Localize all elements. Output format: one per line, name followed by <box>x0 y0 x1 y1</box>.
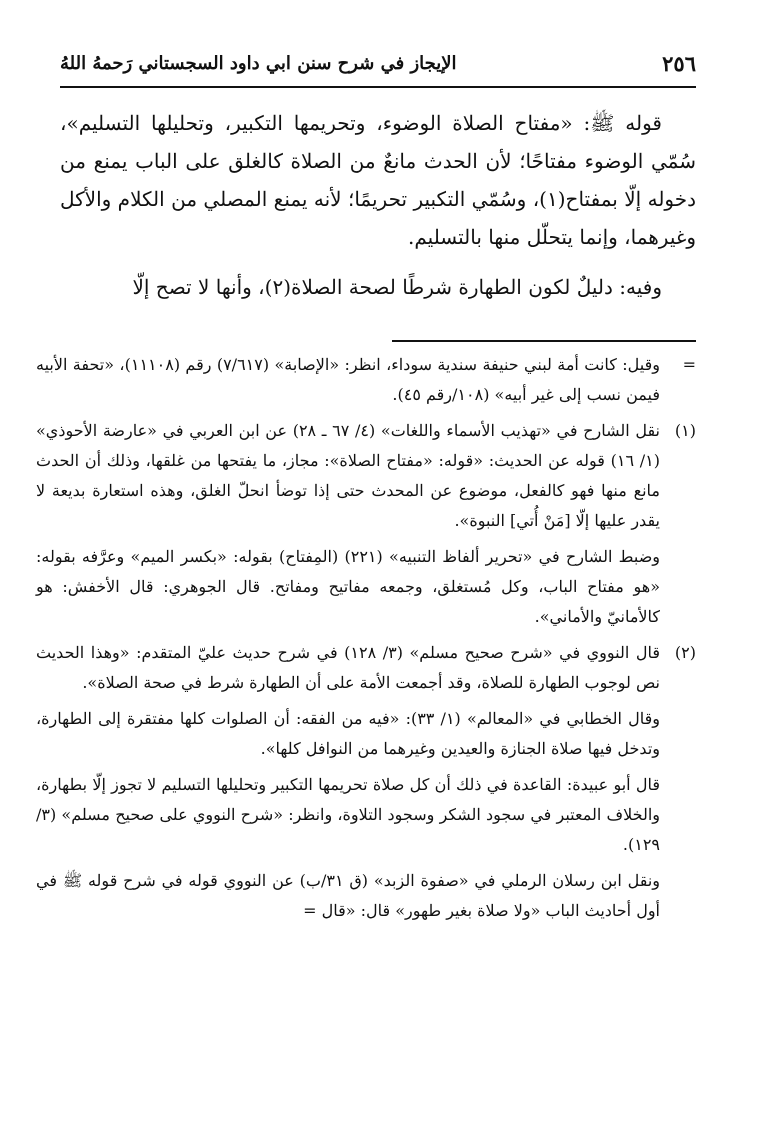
footnotes <box>36 350 696 926</box>
footnote-paragraph: ونقل ابن رسلان الرملي في «صفوة الزبد» (ق ٣١/ب) عن النووي قوله في شرح قوله ﷺ في أول أحاديث الباب «ولا صلاة بغير طهور» قال: «قال = <box>36 871 660 920</box>
main-paragraph: وفيه: دليلٌ لكون الطهارة شرطًا لصحة الصلاة(٢)، وأنها لا تصح إلّا <box>132 275 662 299</box>
main-paragraph: قوله ﷺ: «مفتاح الصلاة الوضوء، وتحريمها التكبير، وتحليلها التسليم»، سُمّي الوضوء مفتاحًا؛ لأن الحدث مانعٌ من الصلاة كالغلق على الباب يمنع من دخوله إلّا بمفتاح(١)، وسُمّي التكبير تحريمًا؛ لأنه يمنع المصلي من الكلام والأكل وغيرهما، وإنما يتحلّل منها بالتسليم. <box>60 111 697 249</box>
footnote-mark: (١) <box>674 421 696 440</box>
footnote-continued <box>36 350 696 410</box>
main-text <box>60 104 696 306</box>
running-header <box>60 40 696 88</box>
footnote-separator <box>392 340 696 342</box>
footnote-mark: = <box>682 355 696 374</box>
footnote-paragraph: وقيل: كانت أمة لبني حنيفة سندية سوداء، انظر: «الإصابة» (٧/٦١٧) رقم (١١١٠٨)، «تحفة الأبيه فيمن نسب إلى غير أبيه» (١٠٨/رقم ٤٥). <box>36 355 661 404</box>
page-number: ٢٥٦ <box>662 50 696 76</box>
footnote-2 <box>36 638 696 926</box>
footnote-paragraph: وضبط الشارح في «تحرير ألفاظ التنبيه» (٢٢١) (المِفتاح) بقوله: «بكسر الميم» وعرَّفه بقوله: «هو مفتاح الباب، وكل مُستغلق، وجمعه مفاتيح ومفاتح. قال الجوهري: قال الأخفش: هو كالأمانيّ والأماني». <box>36 547 661 626</box>
footnote-mark: (٢) <box>674 643 696 662</box>
footnote-paragraph: وقال الخطابي في «المعالم» (١/ ٣٣): «فيه من الفقه: أن الصلوات كلها مفتقرة إلى الطهارة، وتدخل فيها صلاة الجنازة والعيدين وغيرهما من النوافل كلها». <box>36 709 660 758</box>
footnote-1 <box>36 416 696 632</box>
footnote-paragraph: قال النووي في «شرح صحيح مسلم» (٣/ ١٢٨) في شرح حديث عليّ المتقدم: «وهذا الحديث نص لوجوب الطهارة للصلاة، وقد أجمعت الأمة على أن الطهارة شرط في صحة الصلاة». <box>36 643 660 692</box>
footnote-paragraph: قال أبو عبيدة: القاعدة في ذلك أن كل صلاة تحريمها التكبير وتحليلها التسليم لا تجوز إلّا بطهارة، والخلاف المعتبر في سجود الشكر وسجود التلاوة، وانظر: «شرح النووي على صحيح مسلم» (٣/ ١٢٩). <box>36 775 661 854</box>
running-title: الإيجاز في شرح سنن ابي داود السجستاني رَحمهُ اللهُ <box>60 52 457 74</box>
footnote-paragraph: نقل الشارح في «تهذيب الأسماء واللغات» (٤/ ٦٧ ـ ٢٨) عن ابن العربي في «عارضة الأحوذي» (١/ ١٦) قوله عن الحديث: «قوله: «مفتاح الصلاة»: مجاز، ما يفتحها من غلقها، وذلك أن الحدث مانع منها فهو كالفعل، موضوع عن المحدث حتى إذا توضأ انحلّ الغلق، وهذه استعارة بديعة لا يقدر عليها إلّا [مَنْ أُتي] النبوة». <box>36 421 661 530</box>
